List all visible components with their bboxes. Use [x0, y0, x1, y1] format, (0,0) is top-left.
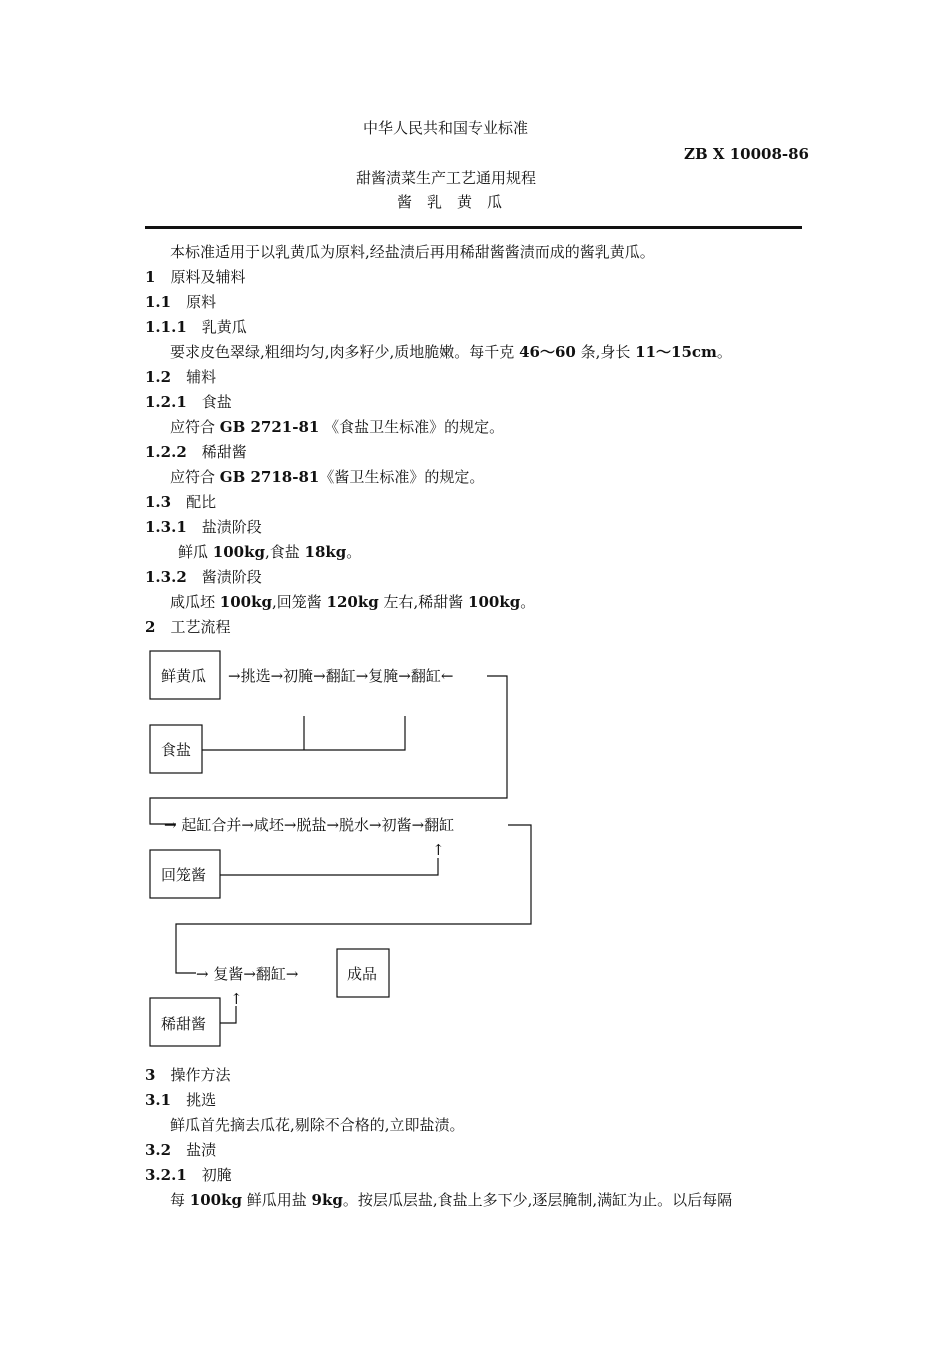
text-run: 应符合 [170, 418, 220, 436]
text-run: 左右,稀甜酱 [378, 593, 469, 611]
section-number: 3.2 [145, 1141, 172, 1159]
text-run: 咸瓜坯 [170, 593, 220, 611]
section-title: 盐渍 [186, 1141, 217, 1159]
section-3-2-1-text [170, 1190, 732, 1210]
section-3-heading [145, 1065, 230, 1085]
section-number: 3.2.1 [145, 1166, 187, 1184]
section-number: 1.3.2 [145, 568, 187, 586]
text-run: 100kg [468, 593, 521, 611]
label-returned-sauce: 回笼酱 [161, 866, 207, 884]
section-title: 乳黄瓜 [201, 318, 247, 336]
row2-process-steps: → 起缸合并→咸坯→脱盐→脱水→初酱→翻缸 [164, 816, 455, 834]
section-number: 1.1.1 [145, 318, 187, 336]
text-run: 应符合 [170, 468, 220, 486]
section-number: 1.1 [145, 293, 172, 311]
section-number: 3 [145, 1066, 156, 1084]
standard-org: 中华人民共和国专业标准 [363, 119, 529, 137]
text-run: 。 [520, 593, 536, 611]
row1-process-steps: →挑选→初腌→翻缸→复腌→翻缸← [228, 667, 454, 685]
intro-paragraph: 本标准适用于以乳黄瓜为原料,经盐渍后再用稀甜酱酱渍而成的酱乳黄瓜。 [170, 243, 655, 261]
text-run: 。按层瓜层盐,食盐上多下少,逐层腌制,满缸为止。以后每隔 [342, 1191, 733, 1209]
document-title: 甜酱渍菜生产工艺通用规程 [356, 169, 537, 187]
section-3-1-heading [145, 1090, 216, 1110]
text-run: 鲜瓜用盐 [241, 1191, 312, 1209]
section-number: 3.1 [145, 1091, 172, 1109]
section-number: 2 [145, 618, 156, 636]
section-title: 配比 [186, 493, 217, 511]
section-3-2-heading [145, 1140, 216, 1160]
section-3-2-1-heading [145, 1165, 232, 1185]
section-title: 酱渍阶段 [201, 568, 262, 586]
text-run: 18kg [304, 543, 347, 561]
text-run: GB 2721-81 [219, 418, 320, 436]
section-title: 挑选 [186, 1091, 217, 1109]
returned-sauce-connector [220, 858, 438, 875]
section-number: 1.3 [145, 493, 172, 511]
text-run: 100kg [189, 1191, 242, 1209]
text-run: 每 [170, 1191, 190, 1209]
arrow-up-to-second-sauce: ↑ [230, 990, 243, 1008]
sweet-sauce-connector [220, 1006, 236, 1023]
standard-code: ZB X 10008-86 [684, 145, 809, 163]
label-sweet-sauce: 稀甜酱 [161, 1015, 207, 1033]
text-run: 9kg [311, 1191, 343, 1209]
text-run: 。 [716, 343, 732, 361]
text-run: 11～15cm [635, 343, 717, 361]
section-title: 辅料 [186, 368, 217, 386]
text-run: 《食盐卫生标准》的规定。 [319, 418, 505, 436]
section-title: 食盐 [201, 393, 232, 411]
section-title: 操作方法 [170, 1066, 231, 1084]
section-number: 1.2 [145, 368, 172, 386]
section-number: 1.2.1 [145, 393, 187, 411]
text-run: 100kg [212, 543, 265, 561]
label-finished-product: 成品 [347, 965, 378, 983]
text-run: GB 2718-81 [219, 468, 320, 486]
return-connector-2 [176, 825, 531, 973]
document-subtitle: 酱 乳 黄 瓜 [397, 193, 503, 211]
text-run: 要求皮色翠绿,粗细均匀,肉多籽少,质地脆嫩。每千克 [170, 343, 520, 361]
text-run: 46～60 [519, 343, 576, 361]
text-run: 条,身长 [575, 343, 636, 361]
arrow-up-to-first-sauce: ↑ [432, 841, 445, 859]
section-title: 初腌 [201, 1166, 232, 1184]
section-title: 工艺流程 [170, 618, 231, 636]
section-3-1-text: 鲜瓜首先摘去瓜花,剔除不合格的,立即盐渍。 [170, 1116, 465, 1134]
section-number: 1.3.1 [145, 518, 187, 536]
section-title: 原料及辅料 [170, 268, 246, 286]
label-fresh-cucumber: 鲜黄瓜 [161, 667, 207, 685]
section-number: 1 [145, 268, 156, 286]
row3-process-steps: → 复酱→翻缸→ [196, 965, 299, 983]
section-number: 1.2.2 [145, 443, 187, 461]
text-run: 100kg [219, 593, 272, 611]
text-run: 。 [346, 543, 362, 561]
section-title: 盐渍阶段 [201, 518, 262, 536]
section-title: 稀甜酱 [201, 443, 247, 461]
label-salt: 食盐 [161, 741, 192, 759]
text-run: ,回笼酱 [271, 593, 327, 611]
text-run: ,食盐 [264, 543, 305, 561]
section-title: 原料 [186, 293, 217, 311]
text-run: 鲜瓜 [178, 543, 213, 561]
text-run: 《酱卫生标准》的规定。 [319, 468, 485, 486]
text-run: 120kg [326, 593, 379, 611]
